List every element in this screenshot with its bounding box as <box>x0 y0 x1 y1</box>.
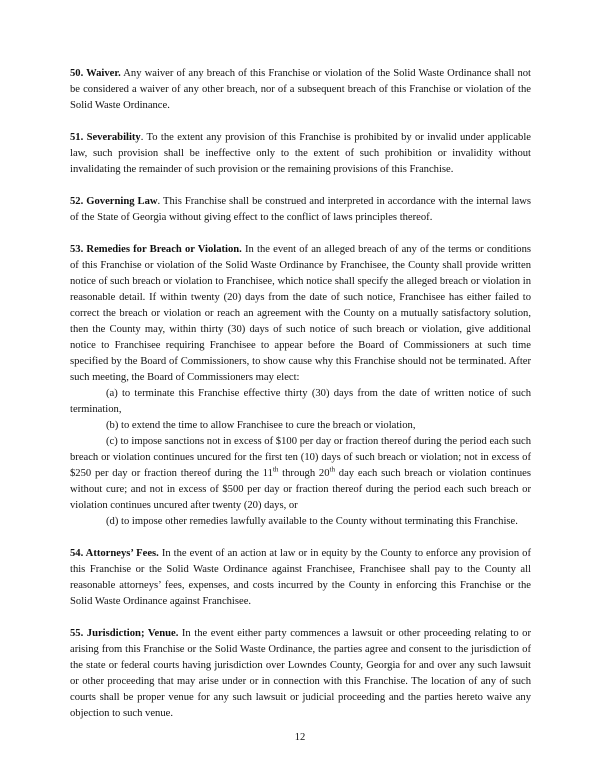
page-content <box>70 66 531 738</box>
section-heading: 54. Attorneys’ Fees. <box>70 548 159 559</box>
superscript: th <box>272 465 279 474</box>
section-body: . This Franchise shall be construed and interpreted in accordance with the internal laws of the State of Georgia without giving effect to the conflict of laws principles thereof. <box>70 196 531 223</box>
section-heading: 55. Jurisdiction; Venue. <box>70 628 179 639</box>
remedy-item-c-text: (c) to impose sanctions not in excess of $100 per day or fraction thereof during the period each such breach or violation continues uncured for the first ten (10) days of such breach or violation; not in excess of $250 per day or fraction thereof during the 11 <box>70 436 531 479</box>
section-52-governing-law <box>70 194 531 226</box>
section-heading: 52. Governing Law <box>70 196 158 207</box>
section-body: In the event either party commences a lawsuit or other proceeding relating to or arising from this Franchise or the Solid Waste Ordinance, the parties agree and consent to the jurisdiction of the state or federal courts having jurisdiction over Lowndes County, Georgia for and over any such lawsuit or other proceeding that may arise under or in connection with this Franchise. The location of any of such courts shall be proper venue for any such lawsuit or judicial proceeding and the parties hereto waive any objection to such venue. <box>70 628 531 719</box>
section-53-remedies <box>70 242 531 386</box>
section-50-waiver <box>70 66 531 114</box>
section-body: In the event of an action at law or in equity by the County to enforce any provision of this Franchise or the Solid Waste Ordinance against Franchisee, Franchisee shall pay to the County all reasonable attorneys’ fees, expenses, and costs incurred by the County in enforcing this Franchise or the Solid Waste Ordinance against Franchisee. <box>70 548 532 607</box>
remedy-item-d: (d) to impose other remedies lawfully available to the County without terminating this Franchise. <box>106 516 518 527</box>
remedy-item-a: (a) to terminate this Franchise effective thirty (30) days from the date of written notice of such termination, <box>70 388 531 415</box>
section-54-attorneys-fees <box>70 546 531 610</box>
section-body: In the event of an alleged breach of any of the terms or conditions of this Franchise or violation of the Solid Waste Ordinance by Franchisee, the County shall provide written notice of such breach or violation to Franchisee, which notice shall specify the alleged breach or violation in reasonable detail. If within twenty (20) days from the date of such notice, Franchisee has either failed to correct the breach or violation or reach an agreement with the County on a mutually satisfactory solution, then the County may, within thirty (30) days of such notice of such breach or violation, give additional notice to Franchisee requiring Franchisee to appear before the Board of Commissioners at such time specified by the Board of Commissioners, to show cause why this Franchise should not be terminated. After such meeting, the Board of Commissioners may elect: <box>70 244 531 383</box>
remedy-item-c-text: day each such breach or violation continues without cure; and not in excess of $500 per day or fraction thereof during the period each such breach or violation continues uncured after twenty (20) days, or <box>70 468 531 511</box>
superscript: th <box>329 465 335 474</box>
section-heading: 53. Remedies for Breach or Violation. <box>70 244 242 255</box>
section-heading: 50. Waiver. <box>70 68 121 79</box>
remedy-item-c-text: through 20 <box>278 468 330 479</box>
section-51-severability <box>70 130 531 178</box>
section-heading: 51. Severability <box>70 132 141 143</box>
remedy-item-b: (b) to extend the time to allow Franchisee to cure the breach or violation, <box>106 420 416 431</box>
section-body: Any waiver of any breach of this Franchise or violation of the Solid Waste Ordinance shall not be considered a waiver of any other breach, nor of a subsequent breach of this Franchise or violation of the Solid Waste Ordinance. <box>70 68 532 111</box>
page-number: 12 <box>294 732 306 743</box>
section-body: . To the extent any provision of this Franchise is prohibited by or invalid under applicable law, such provision shall be ineffective only to the extent of such prohibition or invalidity without invalidating the remainder of such provision or the remaining provisions of this Franchise. <box>70 132 531 175</box>
section-55-jurisdiction-venue <box>70 626 531 722</box>
remedy-item-c <box>70 434 531 514</box>
